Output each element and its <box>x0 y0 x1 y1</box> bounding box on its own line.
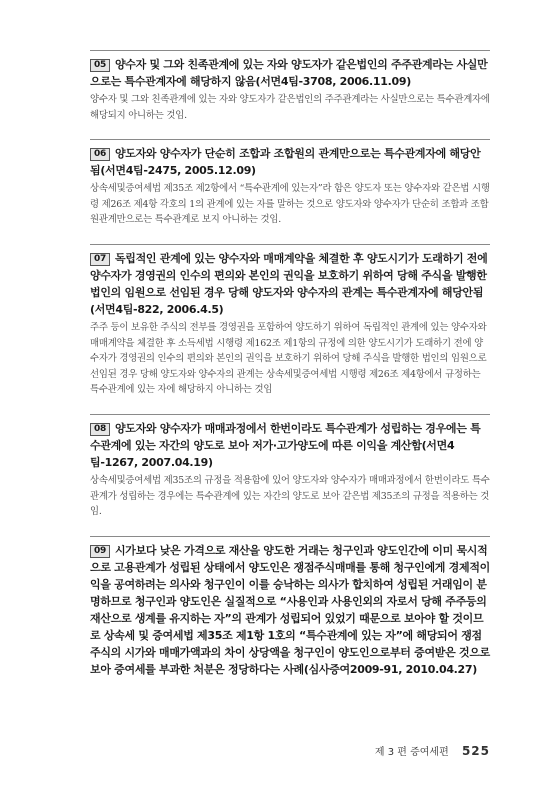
entry-divider <box>90 414 490 471</box>
ruling-body: 양수자 및 그와 친족관계에 있는 자와 양도자가 같은법인의 주주관계라는 사실만으로는 특수관계자에 해당되지 아니하는 것임. <box>90 94 490 121</box>
ruling-number-badge: 05 <box>90 59 110 72</box>
ruling-heading <box>90 420 490 471</box>
ruling-number-badge: 06 <box>90 148 110 161</box>
ruling-number-badge: 08 <box>90 423 110 436</box>
ruling-entry-06 <box>90 139 490 228</box>
entry-divider <box>90 50 490 90</box>
ruling-entry-09 <box>90 536 490 678</box>
ruling-heading-text: 양도자와 양수자가 매매과정에서 한번이라도 특수관계가 성립하는 경우에는 특수관계에 있는 자간의 양도로 보아 저가·고가양도에 따른 이익을 계산함(서면4팀-1267, 2007.04.19) <box>90 421 481 469</box>
entry-divider <box>90 244 490 318</box>
ruling-number-badge: 09 <box>90 545 110 558</box>
entry-divider <box>90 139 490 179</box>
ruling-heading <box>90 145 490 179</box>
section-title: 제 3 편 증여세편 <box>374 747 449 758</box>
page-footer <box>330 743 490 759</box>
ruling-entry-05 <box>90 50 490 123</box>
ruling-heading-text: 독립적인 관계에 있는 양수자와 매매계약을 체결한 후 양도시기가 도래하기 전에 양수자가 경영권의 인수의 편의와 본인의 권익을 보호하기 위하여 당해 주식을 발행한 법인의 임원으로 선임된 경우 당해 양도자와 양수자의 관계는 특수관계자에 해당안됨(서면4팀-822, 2006.4.5) <box>90 251 488 316</box>
document-page <box>90 50 490 694</box>
ruling-number-badge: 07 <box>90 253 110 266</box>
ruling-heading <box>90 56 490 90</box>
ruling-heading-text: 양도자와 양수자가 단순히 조합과 조합원의 관계만으로는 특수관계자에 해당안됨(서면4팀-2475, 2005.12.09) <box>90 147 481 178</box>
ruling-heading-text: 시가보다 낮은 가격으로 재산을 양도한 거래는 청구인과 양도인간에 이미 묵시적으로 고용관계가 성립된 상태에서 양도인은 쟁점주식매매를 통해 청구인에게 경제적이익을 공여하려는 의사와 청구인이 이를 승낙하는 의사가 합치하여 성립된 거래임이 분명하므로 청구인과 양도인은 실질적으로 “사용인과 사용인외의 자로서 당해 주주등의 재산으로 생계를 유지하는 자”의 관계가 성립되어 있었기 때문으로 보아야 할 것이므로 상속세 및 증여세법 제35조 제1항 1호의 “특수관계에 있는 자”에 해당되어 쟁점 주식의 시가와 매매가액과의 차이 상당액을 청구인이 양도인으로부터 증여받은 것으로 보아 증여세를 부과한 처분은 정당하다는 사례(심사증여2009-91, 2010.04.27) <box>90 543 490 676</box>
ruling-heading <box>90 250 490 318</box>
entry-divider <box>90 536 490 678</box>
ruling-heading-text: 양수자 및 그와 친족관계에 있는 자와 양도자가 같은법인의 주주관계라는 사실만으로는 특수관계자에 해당하지 않음(서면4팀-3708, 2006.11.09) <box>90 58 488 88</box>
ruling-entry-08 <box>90 414 490 520</box>
ruling-entry-07 <box>90 244 490 398</box>
ruling-body: 상속세및증여세법 제35조의 규정을 적용함에 있어 양도자와 양수자가 매매과정에서 한번이라도 특수관계가 성립하는 경우에는 특수관계에 있는 자간의 양도로 보아 같은법 제35조의 규정을 적용하는 것임. <box>90 474 490 518</box>
page-number: 525 <box>461 744 490 758</box>
ruling-body: 상속세및증여세법 제35조 제2항에서 “특수관계에 있는자”라 함은 양도자 또는 양수자와 같은법 시행령 제26조 제4항 각호의 1의 관계에 있는 자를 말하는 것으로 양도자와 양수자가 단순히 조합과 조합원관계만으로는 특수관계로 보지 아니하는 것임. <box>90 183 490 226</box>
ruling-body: 주주 등이 보유한 주식의 전부를 경영권을 포함하여 양도하기 위하여 독립적인 관계에 있는 양수자와 매매계약을 체결한 후 소득세법 시행령 제162조 제1항의 규정에 의한 양도시기가 도래하기 전에 양수자가 경영권의 인수의 편의와 본인의 권익을 보호하기 위하여 당해 주식을 발행한 법인의 임원으로 선임된 경우 당해 양도자와 양수자의 관계는 상속세및증여세법 시행령 제26조 제4항에서 규정하는 특수관계에 있는 자에 해당하지 아니하는 것임 <box>90 321 487 396</box>
ruling-heading <box>90 542 490 678</box>
